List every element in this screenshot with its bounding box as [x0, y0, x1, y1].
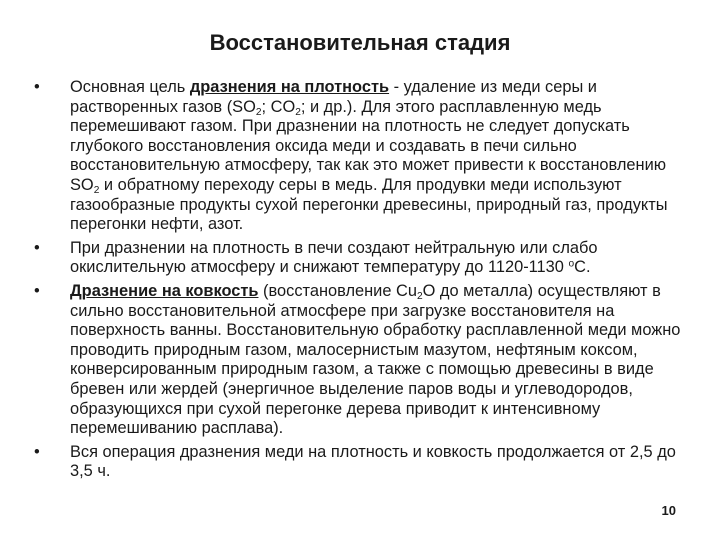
bullet-2-text [70, 239, 598, 277]
text-span: При дразнении на плотность в печи создают нейтральную или слабо окислительную атмосферу и снижают температуру до 1120-1130 [70, 238, 598, 277]
text-span: (восстановление Cu [258, 281, 417, 300]
bullet-marker: • [34, 281, 40, 300]
term-density-poling: дразнения на плотность [189, 78, 390, 96]
bullet-marker: • [34, 78, 40, 96]
text-span: Основная цель [70, 78, 190, 96]
term-toughness-poling: Дразнение на ковкость [70, 281, 259, 300]
bullet-marker: • [34, 442, 40, 461]
bullet-marker: • [34, 238, 40, 257]
text-span: - удаление из меди серы и растворенных газов (SO [70, 78, 597, 116]
bullet-item-3 [34, 282, 684, 439]
subscript: 2 [416, 290, 423, 302]
bullet-item-1 [34, 78, 684, 235]
bullet-item-4 [34, 443, 684, 482]
bullet-3-text [70, 282, 680, 437]
bullet-1-text [70, 78, 668, 233]
page-number: 10 [661, 503, 676, 518]
subscript: 2 [255, 106, 262, 118]
bullet-list [34, 78, 684, 482]
subscript: 2 [295, 106, 301, 118]
superscript: о [568, 258, 575, 270]
text-span: O до металла) осуществляют в сильно восстановительной атмосфере при загрузке восстановителя на поверхность ванны. Восстановительную обработку расплавленной меди можно проводить природным газом, малосернистым мазутом, нефтяным коксом, конверсированным природным газом, а также с помощью древесины в виде бревен или жердей (энергичное выделение паров воды и углеводородов, образующихся при сухой перегонке дерева приводит к интенсивному перемешиванию расплава). [70, 281, 681, 438]
slide-title: Восстановительная стадия [209, 30, 511, 55]
text-span: С. [574, 258, 591, 277]
text-span: и обратному переходу серы в медь. Для продувки меди используют газообразные продукты сухой перегонки древесины, природный газ, продукты перегонки нефти, азот. [70, 175, 668, 234]
text-span: ; CO [261, 97, 296, 116]
subscript: 2 [93, 185, 100, 197]
text-span: ; и др.). Для этого расплавленную медь перемешивают газом. При дразнении на плотность не следует допускать глубокого восстановления оксида меди и создавать в печи сильно восстановительную атмосферу, так как это может привести к восстановлению SO [70, 97, 667, 194]
bullet-item-2 [34, 239, 684, 278]
bullet-4-text: Вся операция дразнения меди на плотность и ковкость продолжается от 2,5 до 3,5 ч. [70, 442, 676, 481]
